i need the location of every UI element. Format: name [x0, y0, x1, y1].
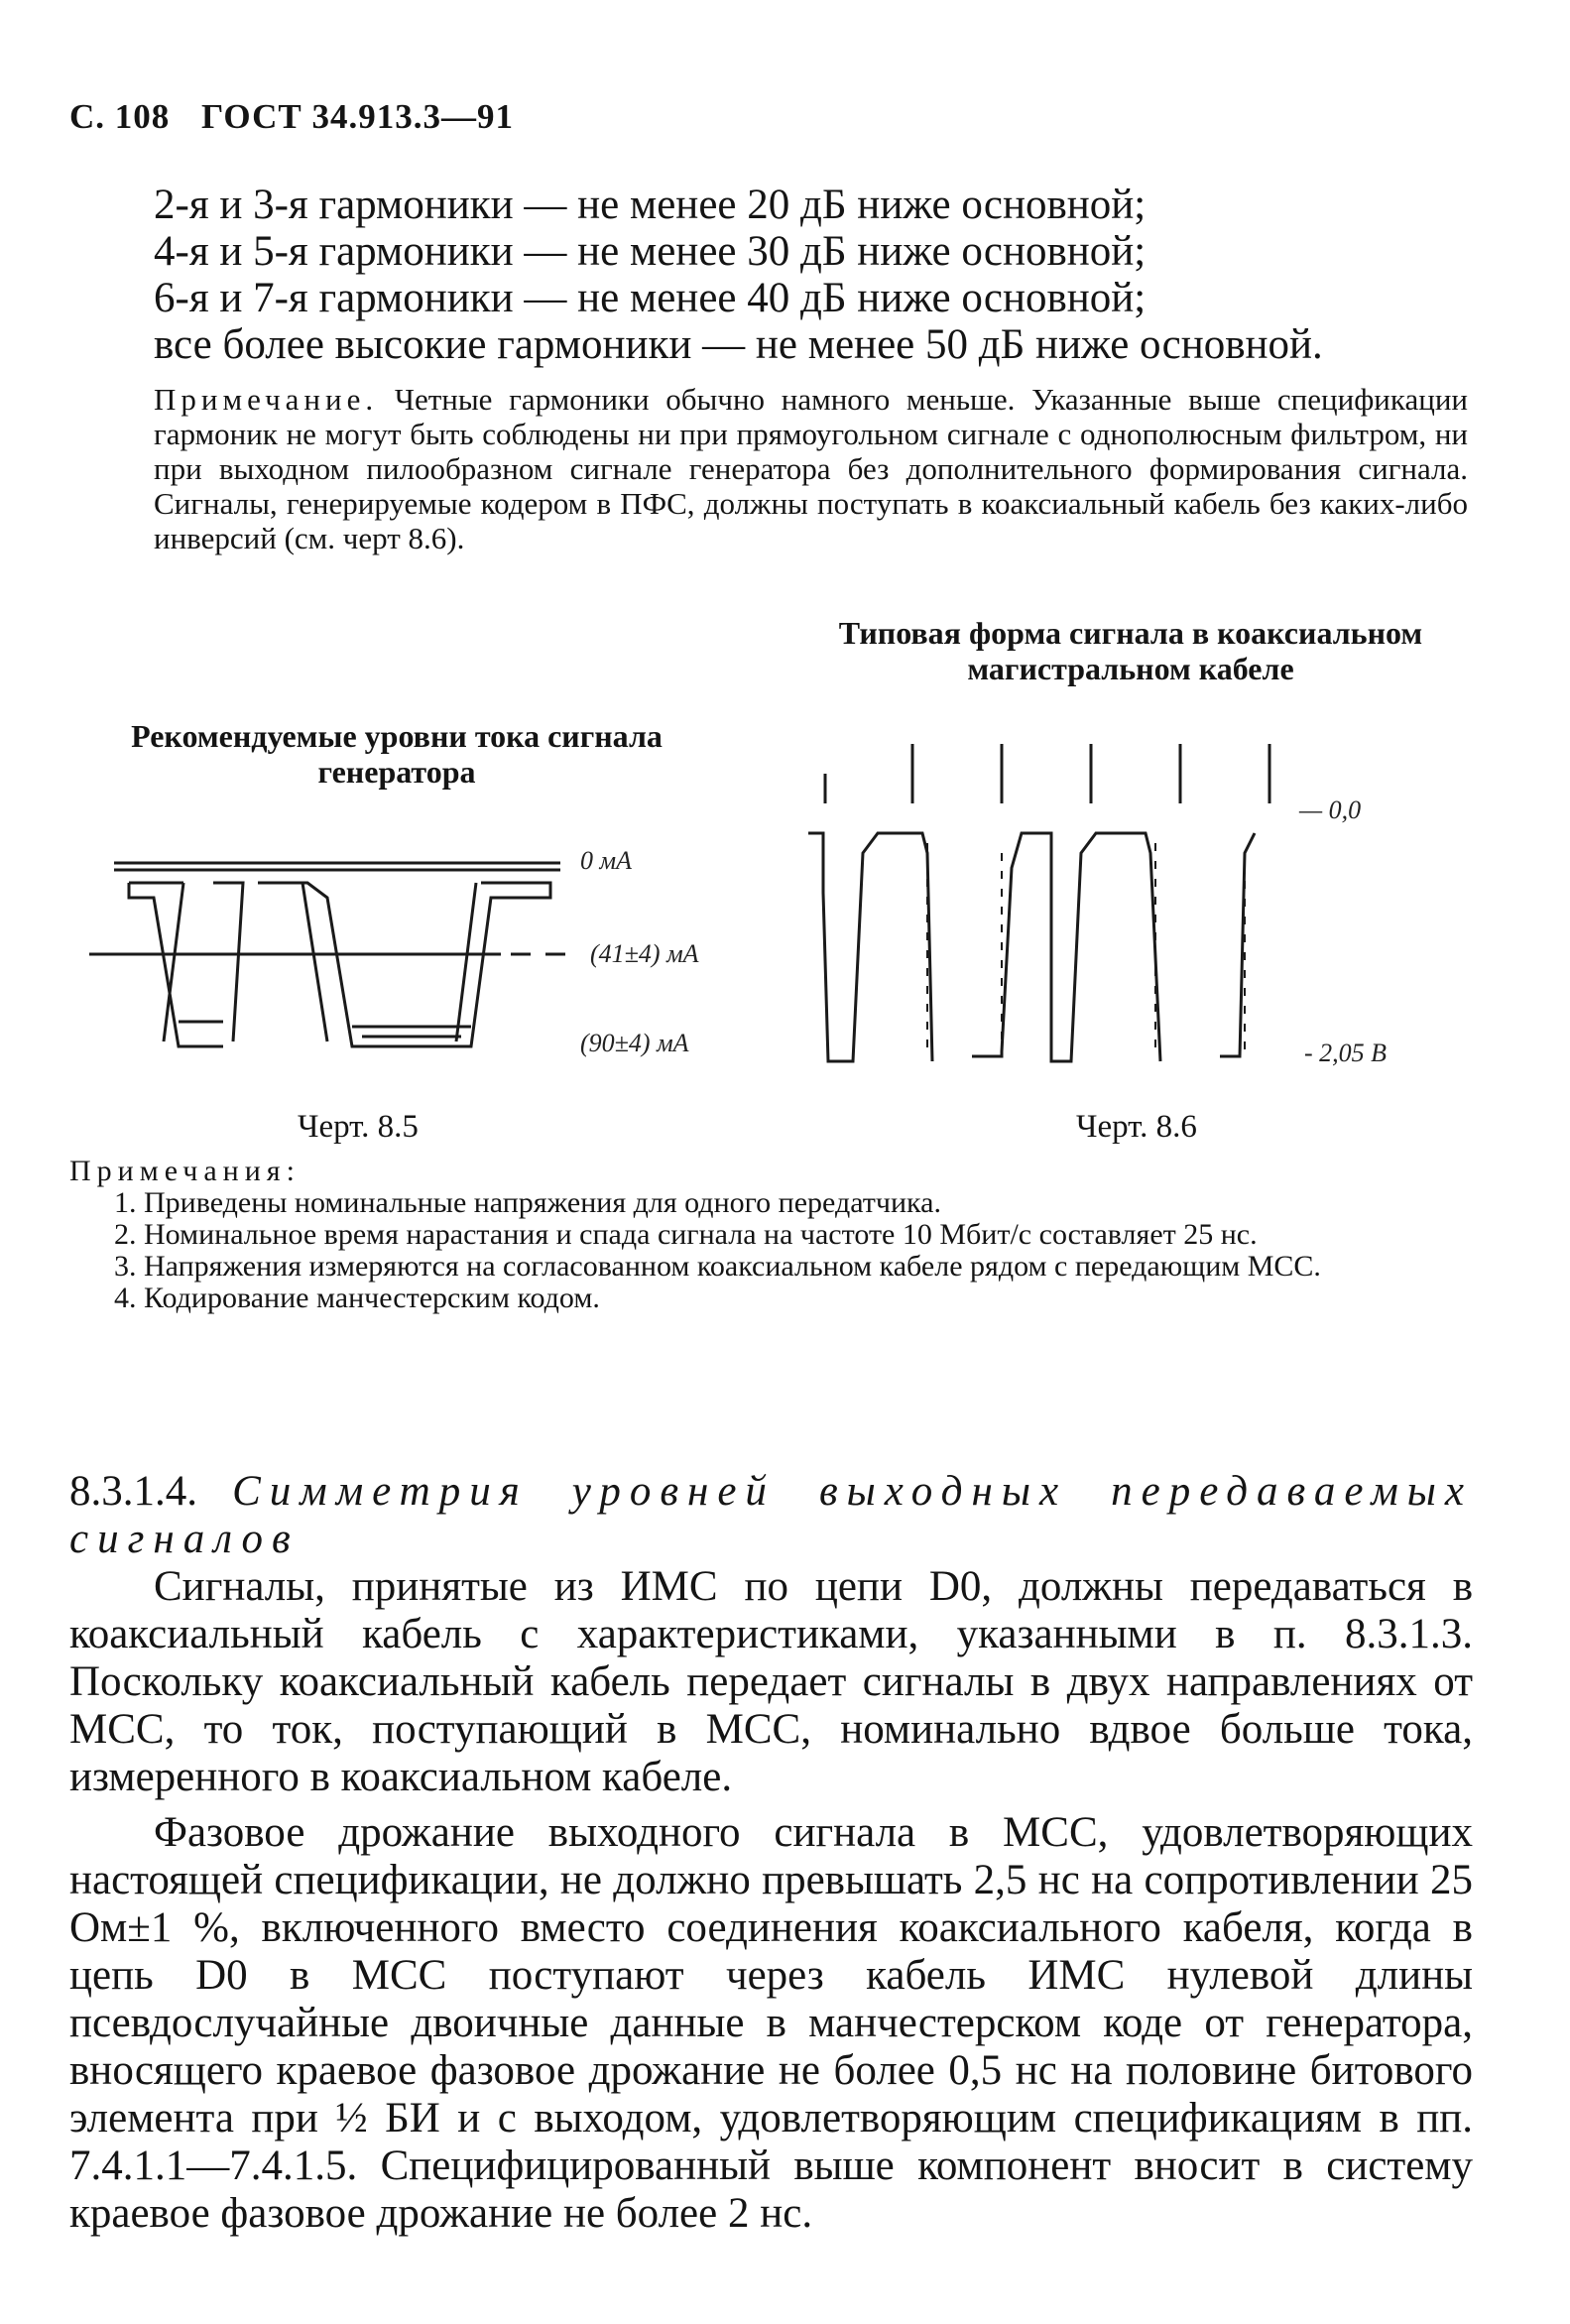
- waveform-trace: [456, 883, 476, 1041]
- page-header: [69, 97, 536, 137]
- waveform-trace: [1220, 833, 1255, 1056]
- waveform-trace: [213, 883, 283, 1041]
- waveform-trace: [972, 833, 1160, 1061]
- fig-8-6-title: Типовая форма сигнала в коаксиальном магистральном кабеле: [838, 615, 1423, 686]
- section-number: 8.3.1.4.: [69, 1468, 197, 1515]
- fig-8-6-level-low: - 2,05 В: [1304, 1039, 1388, 1067]
- note-text: Четные гармоники обычно намного меньше. Указанные выше спецификации гармоник не могут быть соблюдены ни при прямоугольном сигнале с однополюсным фильтром, ни при выходном пилообразном сигнале генератора без дополнительного формирования сигнала. Сигналы, генерируемые кодером в ПФС, должны поступать в коаксиальный кабель без каких-либо инверсий (см. черт 8.6).: [154, 382, 1468, 555]
- page-number: С. 108: [69, 97, 171, 136]
- fig-8-5-level-mid: (41±4) мА: [590, 939, 699, 968]
- harmonics-line: 6-я и 7-я гармоники — не менее 40 дБ ниже основной;: [154, 275, 1147, 321]
- note-item: 4. Кодирование манчестерским кодом.: [114, 1282, 600, 1314]
- note-item: 1. Приведены номинальные напряжения для одного передатчика.: [114, 1186, 941, 1219]
- harmonics-line: все более высокие гармоники — не менее 50 дБ ниже основной.: [154, 321, 1323, 368]
- fig-8-6-caption: Черт. 8.6: [1076, 1109, 1197, 1145]
- note-item: 2. Номинальное время нарастания и спада сигнала на частоте 10 Мбит/с составляет 25 нс.: [114, 1218, 1258, 1251]
- notes-label: Примечания:: [69, 1155, 301, 1187]
- waveform-trace: [808, 833, 932, 1061]
- note-harmonics: [154, 382, 1468, 555]
- standard-code: ГОСТ 34.913.3—91: [201, 97, 514, 136]
- section-8-3-1-4: [69, 1468, 1473, 2238]
- waveform-trace: [129, 883, 327, 1046]
- fig-8-5-level-top: 0 мА: [580, 846, 632, 875]
- section-paragraph: Сигналы, принятые из ИМС по цепи D0, должны передаваться в коаксиальный кабель с характеристиками, указанными в п. 8.3.1.3. Поскольку коаксиальный кабель передает сигналы в двух направлениях от МСС, то ток, поступающий в МСС, номинально вдвое больше тока, измеренного в коаксиальном кабеле.: [69, 1563, 1473, 1800]
- section-paragraph: Фазовое дрожание выходного сигнала в МСС, удовлетворяющих настоящей спецификации, не должно превышать 2,5 нс на сопротивлении 25 Ом±1 %, включенного вместо соединения коаксиального кабеля, когда в цепь D0 в МСС поступают через кабель ИМС нулевой длины псевдослучайные двоичные данные в манчестерском коде от генератора, вносящего краевое фазовое дрожание не более 0,5 нс на половине битового элемента при ½ БИ и с выходом, удовлетворяющим спецификациям в пп. 7.4.1.1—7.4.1.5. Специфицированный выше компонент вносит в систему краевое фазовое дрожание не более 2 нс.: [69, 1809, 1473, 2237]
- harmonics-list: [154, 182, 1483, 368]
- note-label: Примечание.: [154, 382, 379, 417]
- fig-8-5-level-low: (90±4) мА: [580, 1029, 689, 1057]
- section-title: Симметрия уровней выходных передаваемых сигналов: [69, 1468, 1474, 1562]
- fig-8-6-diagram: [784, 724, 1498, 1081]
- fig-8-6-level-top: — 0,0: [1299, 795, 1362, 824]
- harmonics-line: 4-я и 5-я гармоники — не менее 30 дБ ниже основной;: [154, 228, 1147, 275]
- fig-8-5-caption: Черт. 8.5: [298, 1109, 419, 1145]
- harmonics-line: 2-я и 3-я гармоники — не менее 20 дБ ниже основной;: [154, 182, 1147, 228]
- section-heading: [69, 1468, 1473, 1563]
- figure-notes: [69, 1156, 1468, 1314]
- fig-8-5-title: Рекомендуемые уровни тока сигнала генератора: [131, 718, 663, 790]
- note-item: 3. Напряжения измеряются на согласованном коаксиальном кабеле рядом с передающим МСС.: [114, 1250, 1321, 1283]
- fig-8-5-diagram: [84, 843, 729, 1081]
